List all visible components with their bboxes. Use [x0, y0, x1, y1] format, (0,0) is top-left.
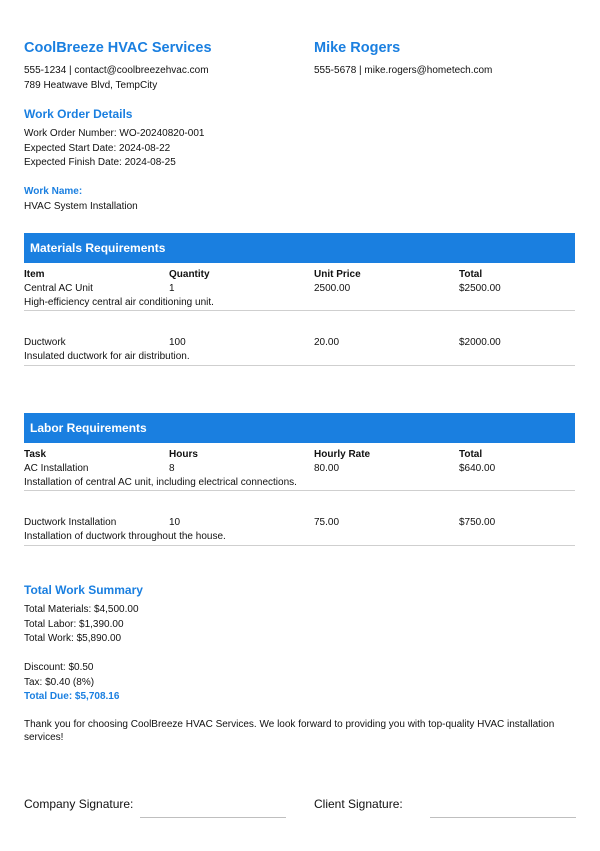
- expected-start-date: Expected Start Date: 2024-08-22: [24, 142, 171, 154]
- row-total: $2500.00: [459, 283, 501, 294]
- row-description: Insulated ductwork for air distribution.: [24, 351, 190, 362]
- company-name: CoolBreeze HVAC Services: [24, 40, 212, 56]
- company-contact: [24, 64, 209, 93]
- client-signature-label: Client Signature:: [314, 797, 403, 811]
- tax: Tax: $0.40 (8%): [24, 676, 95, 688]
- row-total: $2000.00: [459, 337, 501, 348]
- row-hours: 8: [169, 463, 175, 474]
- row-total: $750.00: [459, 517, 496, 528]
- work-order-number: Work Order Number: WO-20240820-001: [24, 128, 205, 139]
- company-address: 789 Heatwave Blvd, TempCity: [24, 79, 158, 91]
- summary-block: [24, 603, 139, 705]
- work-order-details: [24, 127, 204, 171]
- labor-header-row: [24, 448, 575, 462]
- row-total: $640.00: [459, 463, 496, 474]
- labor-header-hours: Hours: [169, 449, 198, 460]
- row-item: Ductwork: [24, 337, 66, 348]
- total-work: Total Work: $5,890.00: [24, 633, 122, 644]
- company-contact-line: 555-1234 | contact@coolbreezehvac.com: [24, 65, 209, 76]
- row-hours: 10: [169, 517, 181, 528]
- total-labor: Total Labor: $1,390.00: [24, 618, 124, 630]
- table-row: [24, 491, 575, 546]
- labor-header-task: Task: [24, 449, 47, 460]
- table-row: [24, 462, 575, 491]
- labor-header-total: Total: [459, 449, 483, 460]
- company-signature-label: Company Signature:: [24, 797, 134, 811]
- row-quantity: 100: [169, 337, 186, 348]
- materials-header-item: Item: [24, 269, 45, 280]
- thank-you-note: Thank you for choosing CoolBreeze HVAC Services. We look forward to providing you with top-quality HVAC installation services!: [24, 719, 555, 743]
- row-hourly-rate: 75.00: [314, 517, 340, 528]
- materials-table: [24, 268, 575, 366]
- row-unit-price: 20.00: [314, 337, 340, 348]
- row-description: Installation of central AC unit, including electrical connections.: [24, 477, 297, 488]
- row-quantity: 1: [169, 283, 175, 294]
- labor-table: [24, 448, 575, 546]
- row-unit-price: 2500.00: [314, 283, 351, 294]
- expected-finish-date: Expected Finish Date: 2024-08-25: [24, 157, 176, 168]
- discount: Discount: $0.50: [24, 662, 94, 673]
- summary-title: Total Work Summary: [24, 583, 143, 597]
- total-due: Total Due: $5,708.16: [24, 691, 120, 702]
- labor-header-hourly-rate: Hourly Rate: [314, 449, 371, 460]
- table-row: [24, 311, 575, 366]
- row-description: High-efficiency central air conditioning unit.: [24, 297, 214, 308]
- row-description: Installation of ductwork throughout the house.: [24, 531, 226, 542]
- client-contact: 555-5678 | mike.rogers@hometech.com: [314, 65, 493, 76]
- row-hourly-rate: 80.00: [314, 463, 340, 474]
- materials-header-total: Total: [459, 269, 483, 280]
- row-task: AC Installation: [24, 463, 89, 474]
- row-task: Ductwork Installation: [24, 517, 117, 528]
- total-materials: Total Materials: $4,500.00: [24, 604, 139, 615]
- client-signature-line: [430, 817, 576, 818]
- client-name: Mike Rogers: [314, 40, 401, 56]
- company-signature-line: [140, 817, 286, 818]
- work-name-block: [24, 185, 138, 214]
- materials-banner: Materials Requirements: [24, 233, 575, 263]
- materials-header-quantity: Quantity: [169, 269, 210, 280]
- row-item: Central AC Unit: [24, 283, 93, 294]
- materials-header-unit-price: Unit Price: [314, 269, 361, 280]
- labor-banner: Labor Requirements: [24, 413, 575, 443]
- work-name: HVAC System Installation: [24, 200, 138, 212]
- table-row: [24, 282, 575, 311]
- materials-header-row: [24, 268, 575, 282]
- work-order-title: Work Order Details: [24, 107, 133, 121]
- work-name-label: Work Name:: [24, 186, 83, 197]
